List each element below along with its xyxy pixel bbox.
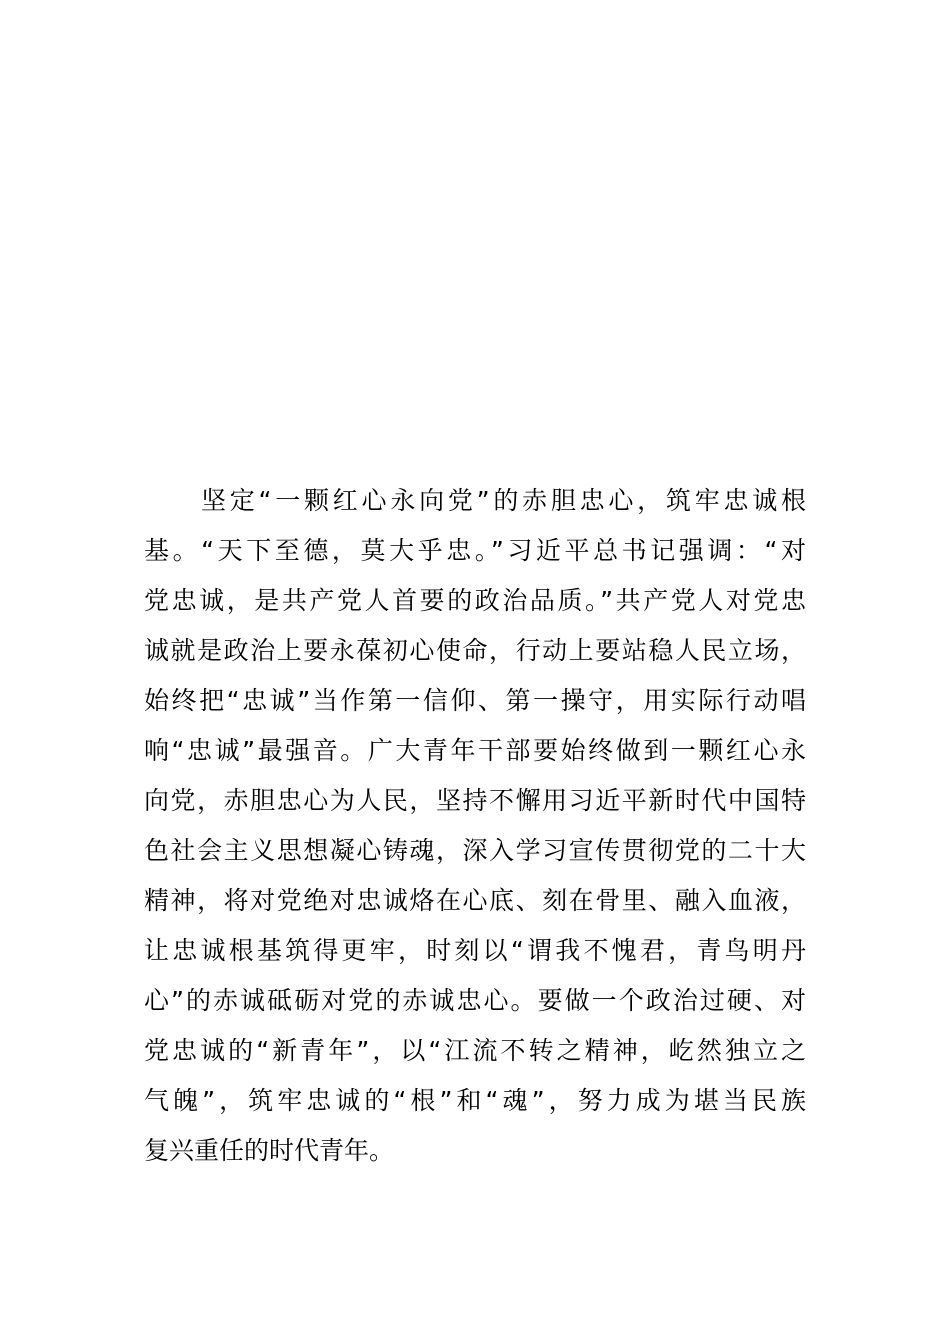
paragraph-line: 精神，将对党绝对忠诚烙在心底、刻在骨里、融入血液，: [144, 886, 806, 915]
paragraph-line: 气魄”，筑牢忠诚的“根”和“魂”，努力成为堪当民族: [144, 1086, 806, 1115]
paragraph-line: 党忠诚的“新青年”，以“江流不转之精神，屹然独立之: [144, 1036, 806, 1065]
body-paragraph: [144, 476, 806, 1176]
paragraph-line: 基。“天下至德，莫大乎忠。”习近平总书记强调：“对: [144, 536, 806, 565]
paragraph-line: 向党，赤胆忠心为人民，坚持不懈用习近平新时代中国特: [144, 786, 806, 815]
paragraph-line: 坚定“一颗红心永向党”的赤胆忠心，筑牢忠诚根: [201, 486, 806, 515]
paragraph-line: 让忠诚根基筑得更牢，时刻以“谓我不愧君，青鸟明丹: [144, 936, 806, 965]
paragraph-line: 始终把“忠诚”当作第一信仰、第一操守，用实际行动唱: [144, 686, 806, 715]
paragraph-line: 响“忠诚”最强音。广大青年干部要始终做到一颗红心永: [144, 736, 806, 765]
paragraph-line: 心”的赤诚砥砺对党的赤诚忠心。要做一个政治过硬、对: [144, 986, 806, 1015]
paragraph-line: 诚就是政治上要永葆初心使命，行动上要站稳人民立场，: [144, 636, 806, 665]
paragraph-line: 党忠诚，是共产党人首要的政治品质。”共产党人对党忠: [144, 586, 806, 615]
paragraph-line: 复兴重任的时代青年。: [144, 1136, 395, 1165]
paragraph-line: 色社会主义思想凝心铸魂，深入学习宣传贯彻党的二十大: [144, 836, 806, 865]
